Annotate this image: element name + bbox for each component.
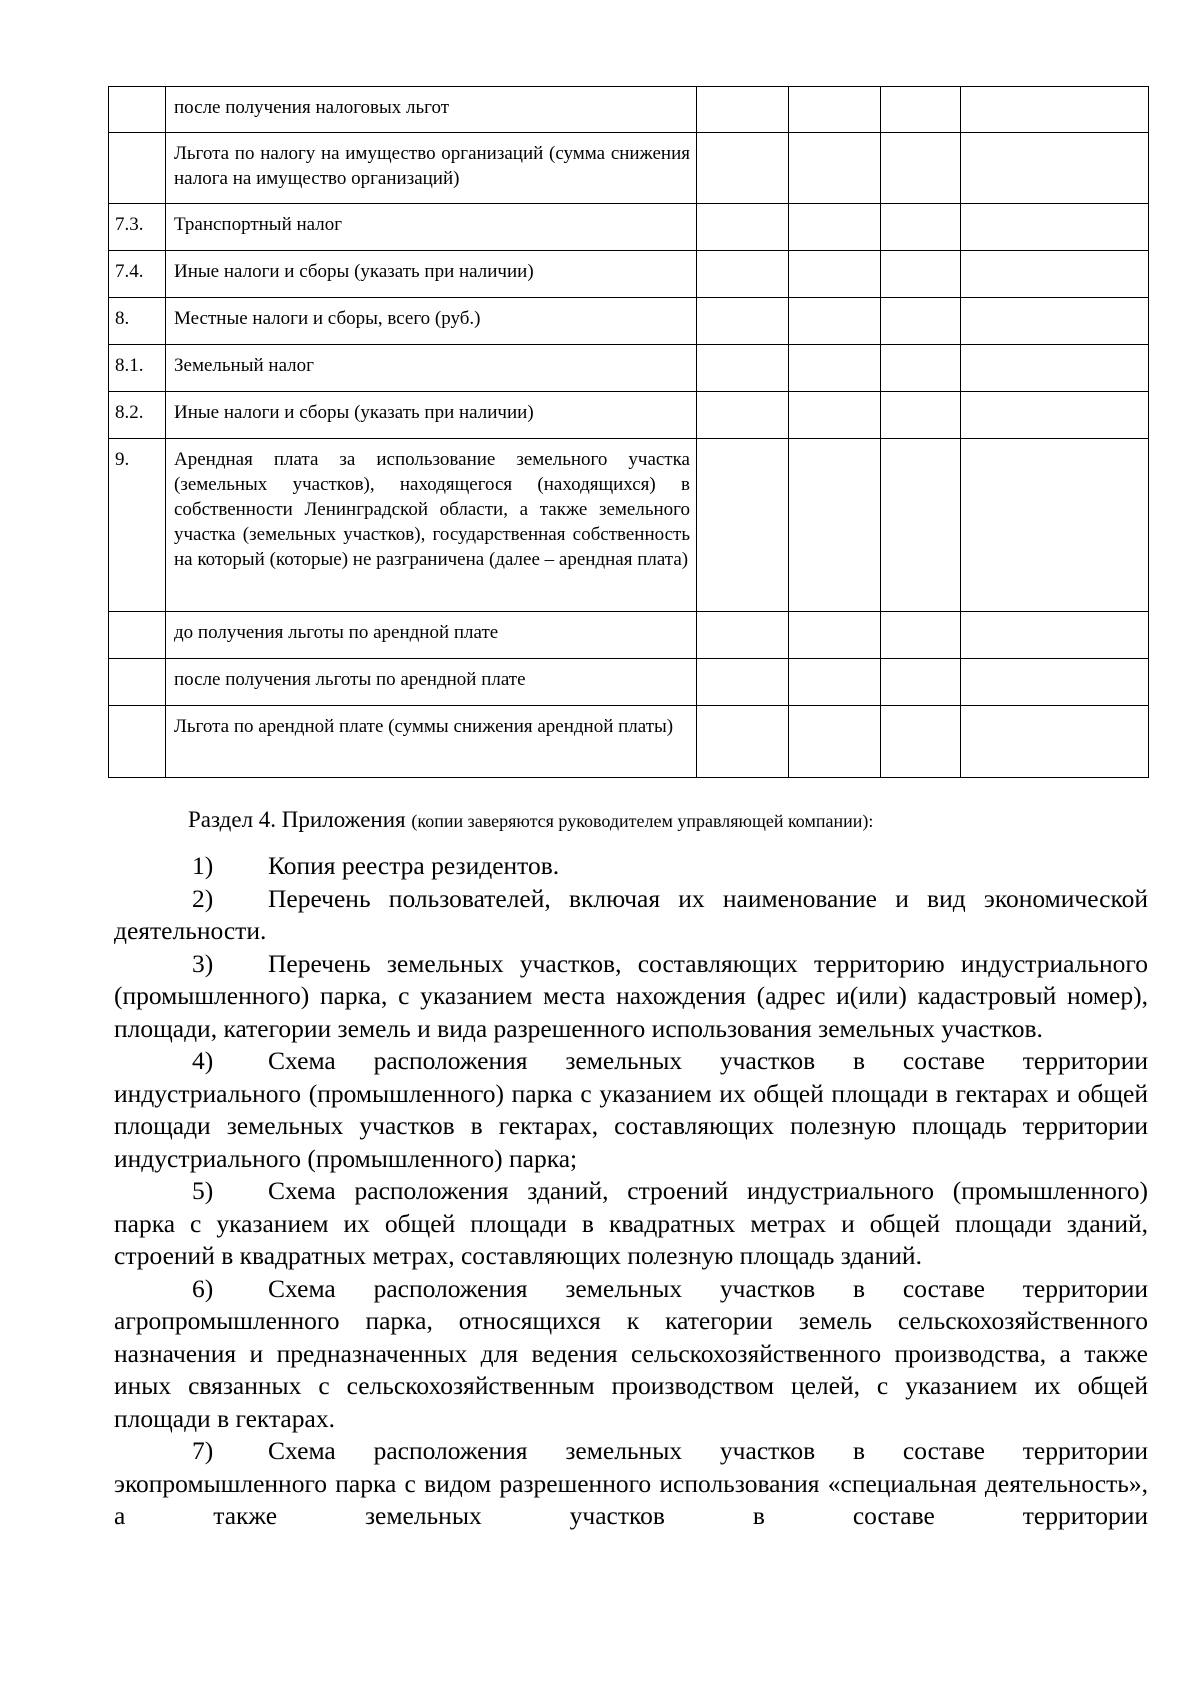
value-cell: [697, 345, 789, 392]
table-row: [109, 345, 1149, 392]
value-cell: [697, 706, 789, 778]
row-label: после получения налоговых льгот: [166, 87, 697, 133]
row-number: 8.: [109, 298, 166, 345]
value-cell: [789, 345, 881, 392]
value-cell: [697, 392, 789, 439]
value-cell: [961, 612, 1149, 659]
row-number: 7.3.: [109, 204, 166, 251]
table-row: [109, 706, 1149, 778]
item-text: Схема расположения земельных участков в составе территории агропромышленного парка, относящихся к категории земель сельскохозяйственного назначения и предназначенных для ведения сельскохозяйственного производства, а также иных связанных с сельскохозяйственным производством целей, с указанием их общей площади в гектарах.: [114, 1273, 1148, 1433]
value-cell: [881, 133, 961, 204]
row-number: 8.1.: [109, 345, 166, 392]
value-cell: [697, 659, 789, 706]
value-cell: [697, 87, 789, 133]
value-cell: [789, 659, 881, 706]
table-row: [109, 612, 1149, 659]
item-text: Схема расположения земельных участков в составе территории экопромышленного парка с видом разрешенного использования «специальная деятельность», а также земельных участков в составе территории: [114, 1436, 1148, 1530]
section-heading: [188, 805, 1148, 836]
row-number: [109, 706, 166, 778]
section-note: (копии заверяются руководителем управляющей компании):: [411, 811, 874, 831]
value-cell: [881, 659, 961, 706]
value-cell: [881, 87, 961, 133]
item-number: 4): [192, 1046, 214, 1075]
value-cell: [697, 439, 789, 612]
value-cell: [697, 204, 789, 251]
item-number: 6): [192, 1273, 214, 1303]
value-cell: [961, 345, 1149, 392]
value-cell: [789, 87, 881, 133]
value-cell: [789, 298, 881, 345]
row-label: Земельный налог: [166, 345, 697, 392]
item-text: Перечень земельных участков, составляющих территорию индустриального (промышленного) парка, с указанием места нахождения (адрес и(или) кадастровый номер), площади, категории земель и вида разрешенного использования земельных участков.: [114, 948, 1148, 1043]
value-cell: [961, 392, 1149, 439]
section-title: Раздел 4. Приложения: [188, 807, 406, 832]
value-cell: [961, 298, 1149, 345]
row-number: [109, 87, 166, 133]
tax-report-table: [108, 86, 1149, 778]
row-label: Транспортный налог: [166, 204, 697, 251]
row-number: 7.4.: [109, 251, 166, 298]
item-text: Схема расположения земельных участков в составе территории индустриального (промышленного) парка с указанием их общей площади в гектарах и общей площади земельных участков в гектарах, составляющих полезную площадь территории индустриального (промышленного) парка;: [114, 1046, 1148, 1173]
value-cell: [961, 87, 1149, 133]
row-number: 9.: [109, 439, 166, 612]
list-item: [114, 1435, 1148, 1533]
list-item: [114, 1175, 1148, 1273]
value-cell: [961, 439, 1149, 612]
value-cell: [961, 659, 1149, 706]
value-cell: [881, 392, 961, 439]
list-item: [114, 850, 1148, 883]
value-cell: [697, 612, 789, 659]
table-row: [109, 392, 1149, 439]
row-number: [109, 133, 166, 204]
row-label: Иные налоги и сборы (указать при наличии): [166, 392, 697, 439]
value-cell: [881, 612, 961, 659]
value-cell: [789, 612, 881, 659]
item-number: 3): [192, 948, 214, 978]
row-label: до получения льготы по арендной плате: [166, 612, 697, 659]
value-cell: [697, 298, 789, 345]
row-number: [109, 659, 166, 706]
value-cell: [697, 251, 789, 298]
row-number: [109, 612, 166, 659]
value-cell: [789, 392, 881, 439]
value-cell: [789, 204, 881, 251]
table-row: [109, 251, 1149, 298]
value-cell: [881, 298, 961, 345]
item-number: 2): [192, 883, 214, 913]
table-row: [109, 439, 1149, 612]
value-cell: [961, 204, 1149, 251]
appendix-list: [114, 850, 1148, 1533]
value-cell: [881, 251, 961, 298]
value-cell: [697, 133, 789, 204]
list-item: [114, 1273, 1148, 1436]
row-label: Льгота по арендной плате (суммы снижения арендной платы): [166, 706, 697, 778]
row-label: после получения льготы по арендной плате: [166, 659, 697, 706]
value-cell: [789, 706, 881, 778]
item-text: Схема расположения зданий, строений индустриального (промышленного) парка с указанием их общей площади в квадратных метрах и общей площади зданий, строений в квадратных метрах, составляющих полезную площадь зданий.: [114, 1176, 1148, 1270]
value-cell: [961, 706, 1149, 778]
value-cell: [881, 204, 961, 251]
row-number: 8.2.: [109, 392, 166, 439]
value-cell: [789, 251, 881, 298]
list-item: [114, 883, 1148, 948]
row-label: Льгота по налогу на имущество организаций (сумма снижения налога на имущество организаций): [166, 133, 697, 204]
row-label: Арендная плата за использование земельного участка (земельных участков), находящегося (находящихся) в собственности Ленинградской области, а также земельного участка (земельных участков), государственная собственность на который (которые) не разграничена (далее – арендная плата): [166, 439, 697, 612]
table-row: [109, 298, 1149, 345]
value-cell: [881, 345, 961, 392]
table-row: [109, 204, 1149, 251]
table-row: [109, 659, 1149, 706]
value-cell: [789, 439, 881, 612]
value-cell: [881, 439, 961, 612]
item-number: 1): [192, 851, 214, 880]
value-cell: [961, 133, 1149, 204]
table-row: [109, 133, 1149, 204]
value-cell: [789, 133, 881, 204]
row-label: Иные налоги и сборы (указать при наличии): [166, 251, 697, 298]
item-text: Перечень пользователей, включая их наименование и вид экономической деятельности.: [114, 883, 1148, 945]
row-label: Местные налоги и сборы, всего (руб.): [166, 298, 697, 345]
item-number: 7): [192, 1436, 214, 1465]
list-item: [114, 948, 1148, 1046]
table-row: [109, 87, 1149, 133]
value-cell: [881, 706, 961, 778]
value-cell: [961, 251, 1149, 298]
item-number: 5): [192, 1176, 214, 1205]
item-text: Копия реестра резидентов.: [268, 851, 560, 880]
list-item: [114, 1045, 1148, 1175]
